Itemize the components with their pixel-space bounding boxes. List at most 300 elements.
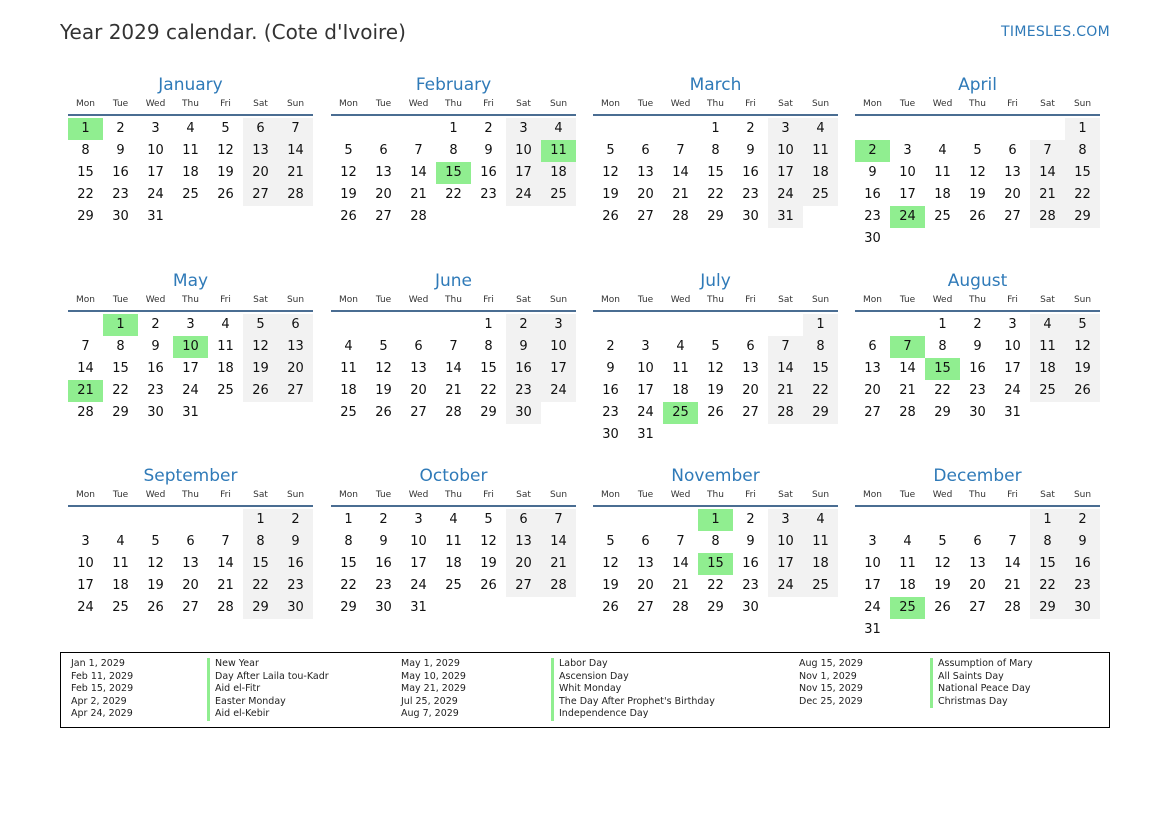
day-cell[interactable]: 1: [1065, 118, 1100, 140]
day-cell[interactable]: 30: [742, 600, 759, 615]
day-cell[interactable]: 15: [803, 358, 838, 380]
day-cell[interactable]: 6: [379, 143, 388, 158]
day-cell[interactable]: 21: [768, 380, 803, 402]
day-cell[interactable]: 11: [217, 339, 234, 354]
day-cell[interactable]: 6: [243, 118, 278, 140]
day-cell[interactable]: 7: [1008, 534, 1017, 549]
day-cell[interactable]: 17: [768, 162, 803, 184]
day-cell[interactable]: 24: [768, 575, 803, 597]
day-cell[interactable]: 1: [711, 121, 720, 136]
day-cell[interactable]: 15: [112, 361, 129, 376]
day-cell[interactable]: 12: [707, 361, 724, 376]
day-cell[interactable]: 2: [606, 339, 615, 354]
day-cell[interactable]: 27: [637, 600, 654, 615]
day-cell[interactable]: 22: [77, 187, 94, 202]
holiday-day-cell[interactable]: 15: [925, 358, 960, 380]
day-cell[interactable]: 20: [742, 383, 759, 398]
holiday-day-cell[interactable]: 1: [103, 314, 138, 336]
day-cell[interactable]: 17: [77, 578, 94, 593]
day-cell[interactable]: 26: [480, 578, 497, 593]
day-cell[interactable]: 26: [340, 209, 357, 224]
day-cell[interactable]: 26: [217, 187, 234, 202]
day-cell[interactable]: 28: [899, 405, 916, 420]
day-cell[interactable]: 7: [414, 143, 423, 158]
day-cell[interactable]: 27: [410, 405, 427, 420]
day-cell[interactable]: 8: [803, 336, 838, 358]
holiday-day-cell[interactable]: 1: [698, 509, 733, 531]
day-cell[interactable]: 31: [637, 427, 654, 442]
day-cell[interactable]: 17: [410, 556, 427, 571]
day-cell[interactable]: 19: [969, 187, 986, 202]
day-cell[interactable]: 7: [541, 509, 576, 531]
day-cell[interactable]: 29: [707, 209, 724, 224]
day-cell[interactable]: 17: [506, 162, 541, 184]
day-cell[interactable]: 28: [672, 600, 689, 615]
day-cell[interactable]: 23: [602, 405, 619, 420]
day-cell[interactable]: 16: [112, 165, 129, 180]
day-cell[interactable]: 6: [868, 339, 877, 354]
day-cell[interactable]: 18: [1030, 358, 1065, 380]
day-cell[interactable]: 11: [340, 361, 357, 376]
holiday-day-cell[interactable]: 25: [663, 402, 698, 424]
day-cell[interactable]: 3: [186, 317, 195, 332]
day-cell[interactable]: 10: [506, 140, 541, 162]
day-cell[interactable]: 12: [375, 361, 392, 376]
day-cell[interactable]: 25: [445, 578, 462, 593]
day-cell[interactable]: 23: [480, 187, 497, 202]
day-cell[interactable]: 22: [934, 383, 951, 398]
day-cell[interactable]: 13: [864, 361, 881, 376]
day-cell[interactable]: 29: [112, 405, 129, 420]
day-cell[interactable]: 30: [506, 402, 541, 424]
day-cell[interactable]: 10: [410, 534, 427, 549]
day-cell[interactable]: 18: [899, 578, 916, 593]
day-cell[interactable]: 22: [1030, 575, 1065, 597]
day-cell[interactable]: 7: [768, 336, 803, 358]
day-cell[interactable]: 12: [969, 165, 986, 180]
day-cell[interactable]: 24: [541, 380, 576, 402]
day-cell[interactable]: 17: [864, 578, 881, 593]
day-cell[interactable]: 26: [934, 600, 951, 615]
day-cell[interactable]: 24: [182, 383, 199, 398]
day-cell[interactable]: 29: [340, 600, 357, 615]
day-cell[interactable]: 14: [899, 361, 916, 376]
day-cell[interactable]: 10: [541, 336, 576, 358]
day-cell[interactable]: 26: [707, 405, 724, 420]
day-cell[interactable]: 13: [278, 336, 313, 358]
day-cell[interactable]: 4: [803, 509, 838, 531]
day-cell[interactable]: 16: [278, 553, 313, 575]
day-cell[interactable]: 9: [278, 531, 313, 553]
day-cell[interactable]: 22: [707, 578, 724, 593]
day-cell[interactable]: 21: [445, 383, 462, 398]
day-cell[interactable]: 3: [81, 534, 90, 549]
day-cell[interactable]: 6: [973, 534, 982, 549]
day-cell[interactable]: 7: [221, 534, 230, 549]
day-cell[interactable]: 2: [1065, 509, 1100, 531]
day-cell[interactable]: 15: [1065, 162, 1100, 184]
day-cell[interactable]: 23: [864, 209, 881, 224]
day-cell[interactable]: 20: [410, 383, 427, 398]
day-cell[interactable]: 24: [147, 187, 164, 202]
day-cell[interactable]: 6: [278, 314, 313, 336]
day-cell[interactable]: 27: [278, 380, 313, 402]
day-cell[interactable]: 14: [1004, 556, 1021, 571]
day-cell[interactable]: 12: [602, 556, 619, 571]
day-cell[interactable]: 14: [672, 165, 689, 180]
day-cell[interactable]: 24: [506, 184, 541, 206]
day-cell[interactable]: 8: [243, 531, 278, 553]
day-cell[interactable]: 19: [602, 187, 619, 202]
holiday-day-cell[interactable]: 1: [68, 118, 103, 140]
day-cell[interactable]: 3: [903, 143, 912, 158]
day-cell[interactable]: 20: [864, 383, 881, 398]
day-cell[interactable]: 10: [768, 531, 803, 553]
day-cell[interactable]: 22: [707, 187, 724, 202]
day-cell[interactable]: 29: [1065, 206, 1100, 228]
day-cell[interactable]: 22: [340, 578, 357, 593]
day-cell[interactable]: 20: [1004, 187, 1021, 202]
day-cell[interactable]: 23: [506, 380, 541, 402]
day-cell[interactable]: 9: [746, 534, 755, 549]
day-cell[interactable]: 12: [147, 556, 164, 571]
day-cell[interactable]: 2: [973, 317, 982, 332]
day-cell[interactable]: 25: [803, 575, 838, 597]
day-cell[interactable]: 30: [375, 600, 392, 615]
day-cell[interactable]: 15: [340, 556, 357, 571]
day-cell[interactable]: 22: [480, 383, 497, 398]
day-cell[interactable]: 17: [541, 358, 576, 380]
day-cell[interactable]: 14: [1030, 162, 1065, 184]
day-cell[interactable]: 5: [221, 121, 230, 136]
day-cell[interactable]: 24: [1004, 383, 1021, 398]
day-cell[interactable]: 25: [934, 209, 951, 224]
holiday-day-cell[interactable]: 10: [173, 336, 208, 358]
day-cell[interactable]: 16: [375, 556, 392, 571]
day-cell[interactable]: 13: [637, 556, 654, 571]
day-cell[interactable]: 13: [243, 140, 278, 162]
day-cell[interactable]: 18: [445, 556, 462, 571]
day-cell[interactable]: 19: [147, 578, 164, 593]
day-cell[interactable]: 6: [746, 339, 755, 354]
day-cell[interactable]: 6: [641, 534, 650, 549]
day-cell[interactable]: 6: [1008, 143, 1017, 158]
day-cell[interactable]: 11: [803, 140, 838, 162]
day-cell[interactable]: 9: [1065, 531, 1100, 553]
day-cell[interactable]: 17: [899, 187, 916, 202]
brand-link[interactable]: TIMESLES.COM: [1001, 24, 1110, 40]
day-cell[interactable]: 5: [151, 534, 160, 549]
day-cell[interactable]: 17: [1004, 361, 1021, 376]
day-cell[interactable]: 14: [278, 140, 313, 162]
day-cell[interactable]: 31: [1004, 405, 1021, 420]
day-cell[interactable]: 24: [637, 405, 654, 420]
day-cell[interactable]: 1: [243, 509, 278, 531]
day-cell[interactable]: 29: [934, 405, 951, 420]
day-cell[interactable]: 10: [147, 143, 164, 158]
day-cell[interactable]: 18: [541, 162, 576, 184]
day-cell[interactable]: 7: [676, 143, 685, 158]
day-cell[interactable]: 30: [147, 405, 164, 420]
day-cell[interactable]: 27: [742, 405, 759, 420]
day-cell[interactable]: 19: [602, 578, 619, 593]
day-cell[interactable]: 1: [344, 512, 353, 527]
day-cell[interactable]: 3: [641, 339, 650, 354]
day-cell[interactable]: 11: [112, 556, 129, 571]
day-cell[interactable]: 23: [1065, 575, 1100, 597]
day-cell[interactable]: 3: [1008, 317, 1017, 332]
day-cell[interactable]: 29: [77, 209, 94, 224]
day-cell[interactable]: 11: [182, 143, 199, 158]
day-cell[interactable]: 18: [112, 578, 129, 593]
day-cell[interactable]: 4: [186, 121, 195, 136]
day-cell[interactable]: 31: [410, 600, 427, 615]
day-cell[interactable]: 10: [637, 361, 654, 376]
day-cell[interactable]: 26: [1065, 380, 1100, 402]
day-cell[interactable]: 8: [1065, 140, 1100, 162]
day-cell[interactable]: 19: [1065, 358, 1100, 380]
day-cell[interactable]: 8: [344, 534, 353, 549]
day-cell[interactable]: 13: [969, 556, 986, 571]
day-cell[interactable]: 16: [742, 165, 759, 180]
day-cell[interactable]: 25: [1030, 380, 1065, 402]
day-cell[interactable]: 11: [445, 534, 462, 549]
holiday-day-cell[interactable]: 2: [855, 140, 890, 162]
day-cell[interactable]: 7: [278, 118, 313, 140]
day-cell[interactable]: 23: [147, 383, 164, 398]
day-cell[interactable]: 5: [344, 143, 353, 158]
day-cell[interactable]: 19: [375, 383, 392, 398]
day-cell[interactable]: 10: [864, 556, 881, 571]
day-cell[interactable]: 6: [506, 509, 541, 531]
day-cell[interactable]: 9: [151, 339, 160, 354]
day-cell[interactable]: 12: [243, 336, 278, 358]
day-cell[interactable]: 1: [803, 314, 838, 336]
day-cell[interactable]: 23: [742, 187, 759, 202]
day-cell[interactable]: 10: [768, 140, 803, 162]
day-cell[interactable]: 25: [340, 405, 357, 420]
day-cell[interactable]: 17: [147, 165, 164, 180]
day-cell[interactable]: 18: [934, 187, 951, 202]
day-cell[interactable]: 27: [243, 184, 278, 206]
day-cell[interactable]: 29: [707, 600, 724, 615]
day-cell[interactable]: 21: [1004, 578, 1021, 593]
day-cell[interactable]: 19: [340, 187, 357, 202]
day-cell[interactable]: 28: [1030, 206, 1065, 228]
day-cell[interactable]: 25: [541, 184, 576, 206]
day-cell[interactable]: 9: [868, 165, 877, 180]
day-cell[interactable]: 18: [672, 383, 689, 398]
day-cell[interactable]: 5: [484, 512, 493, 527]
day-cell[interactable]: 30: [864, 231, 881, 246]
day-cell[interactable]: 3: [506, 118, 541, 140]
day-cell[interactable]: 22: [1065, 184, 1100, 206]
day-cell[interactable]: 19: [243, 358, 278, 380]
day-cell[interactable]: 20: [182, 578, 199, 593]
day-cell[interactable]: 2: [506, 314, 541, 336]
holiday-day-cell[interactable]: 25: [890, 597, 925, 619]
day-cell[interactable]: 12: [934, 556, 951, 571]
day-cell[interactable]: 27: [637, 209, 654, 224]
day-cell[interactable]: 4: [803, 118, 838, 140]
day-cell[interactable]: 26: [602, 209, 619, 224]
day-cell[interactable]: 5: [1065, 314, 1100, 336]
day-cell[interactable]: 15: [480, 361, 497, 376]
day-cell[interactable]: 31: [147, 209, 164, 224]
day-cell[interactable]: 18: [803, 162, 838, 184]
day-cell[interactable]: 2: [151, 317, 160, 332]
day-cell[interactable]: 4: [449, 512, 458, 527]
day-cell[interactable]: 23: [969, 383, 986, 398]
day-cell[interactable]: 13: [375, 165, 392, 180]
day-cell[interactable]: 31: [768, 206, 803, 228]
day-cell[interactable]: 11: [672, 361, 689, 376]
day-cell[interactable]: 12: [480, 534, 497, 549]
day-cell[interactable]: 27: [506, 575, 541, 597]
day-cell[interactable]: 2: [379, 512, 388, 527]
day-cell[interactable]: 7: [81, 339, 90, 354]
day-cell[interactable]: 29: [803, 402, 838, 424]
day-cell[interactable]: 28: [217, 600, 234, 615]
day-cell[interactable]: 4: [344, 339, 353, 354]
day-cell[interactable]: 7: [449, 339, 458, 354]
day-cell[interactable]: 20: [637, 187, 654, 202]
day-cell[interactable]: 13: [742, 361, 759, 376]
day-cell[interactable]: 7: [1030, 140, 1065, 162]
day-cell[interactable]: 4: [541, 118, 576, 140]
day-cell[interactable]: 18: [217, 361, 234, 376]
day-cell[interactable]: 25: [803, 184, 838, 206]
day-cell[interactable]: 5: [606, 534, 615, 549]
day-cell[interactable]: 14: [768, 358, 803, 380]
day-cell[interactable]: 19: [934, 578, 951, 593]
day-cell[interactable]: 21: [672, 187, 689, 202]
day-cell[interactable]: 8: [1030, 531, 1065, 553]
day-cell[interactable]: 30: [602, 427, 619, 442]
day-cell[interactable]: 16: [742, 556, 759, 571]
day-cell[interactable]: 26: [243, 380, 278, 402]
day-cell[interactable]: 1: [1030, 509, 1065, 531]
day-cell[interactable]: 16: [864, 187, 881, 202]
day-cell[interactable]: 20: [637, 578, 654, 593]
day-cell[interactable]: 25: [182, 187, 199, 202]
day-cell[interactable]: 20: [969, 578, 986, 593]
day-cell[interactable]: 8: [116, 339, 125, 354]
day-cell[interactable]: 9: [379, 534, 388, 549]
day-cell[interactable]: 23: [278, 575, 313, 597]
day-cell[interactable]: 26: [147, 600, 164, 615]
day-cell[interactable]: 9: [484, 143, 493, 158]
day-cell[interactable]: 28: [768, 402, 803, 424]
day-cell[interactable]: 20: [506, 553, 541, 575]
day-cell[interactable]: 24: [77, 600, 94, 615]
day-cell[interactable]: 30: [112, 209, 129, 224]
day-cell[interactable]: 11: [803, 531, 838, 553]
day-cell[interactable]: 3: [541, 314, 576, 336]
holiday-day-cell[interactable]: 11: [541, 140, 576, 162]
day-cell[interactable]: 17: [768, 553, 803, 575]
day-cell[interactable]: 8: [81, 143, 90, 158]
day-cell[interactable]: 10: [899, 165, 916, 180]
day-cell[interactable]: 1: [938, 317, 947, 332]
day-cell[interactable]: 23: [742, 578, 759, 593]
holiday-day-cell[interactable]: 7: [890, 336, 925, 358]
day-cell[interactable]: 4: [676, 339, 685, 354]
day-cell[interactable]: 7: [676, 534, 685, 549]
day-cell[interactable]: 1: [449, 121, 458, 136]
day-cell[interactable]: 15: [707, 165, 724, 180]
day-cell[interactable]: 27: [182, 600, 199, 615]
day-cell[interactable]: 8: [449, 143, 458, 158]
day-cell[interactable]: 3: [414, 512, 423, 527]
day-cell[interactable]: 29: [480, 405, 497, 420]
day-cell[interactable]: 16: [147, 361, 164, 376]
day-cell[interactable]: 20: [375, 187, 392, 202]
day-cell[interactable]: 4: [221, 317, 230, 332]
day-cell[interactable]: 28: [445, 405, 462, 420]
day-cell[interactable]: 23: [112, 187, 129, 202]
day-cell[interactable]: 13: [410, 361, 427, 376]
day-cell[interactable]: 12: [1065, 336, 1100, 358]
day-cell[interactable]: 10: [77, 556, 94, 571]
day-cell[interactable]: 5: [606, 143, 615, 158]
day-cell[interactable]: 25: [217, 383, 234, 398]
day-cell[interactable]: 11: [1030, 336, 1065, 358]
day-cell[interactable]: 27: [1004, 209, 1021, 224]
day-cell[interactable]: 28: [672, 209, 689, 224]
day-cell[interactable]: 3: [768, 509, 803, 531]
day-cell[interactable]: 13: [182, 556, 199, 571]
day-cell[interactable]: 4: [938, 143, 947, 158]
day-cell[interactable]: 2: [746, 121, 755, 136]
day-cell[interactable]: 20: [278, 358, 313, 380]
day-cell[interactable]: 10: [1004, 339, 1021, 354]
day-cell[interactable]: 22: [445, 187, 462, 202]
day-cell[interactable]: 22: [112, 383, 129, 398]
day-cell[interactable]: 21: [1030, 184, 1065, 206]
holiday-day-cell[interactable]: 21: [68, 380, 103, 402]
day-cell[interactable]: 15: [77, 165, 94, 180]
day-cell[interactable]: 9: [116, 143, 125, 158]
day-cell[interactable]: 26: [602, 600, 619, 615]
day-cell[interactable]: 16: [506, 358, 541, 380]
day-cell[interactable]: 18: [803, 553, 838, 575]
day-cell[interactable]: 2: [484, 121, 493, 136]
day-cell[interactable]: 16: [969, 361, 986, 376]
day-cell[interactable]: 17: [182, 361, 199, 376]
day-cell[interactable]: 19: [480, 556, 497, 571]
day-cell[interactable]: 5: [711, 339, 720, 354]
day-cell[interactable]: 22: [803, 380, 838, 402]
day-cell[interactable]: 3: [151, 121, 160, 136]
day-cell[interactable]: 20: [243, 162, 278, 184]
day-cell[interactable]: 28: [1004, 600, 1021, 615]
day-cell[interactable]: 26: [375, 405, 392, 420]
day-cell[interactable]: 15: [1030, 553, 1065, 575]
day-cell[interactable]: 2: [278, 509, 313, 531]
day-cell[interactable]: 21: [672, 578, 689, 593]
day-cell[interactable]: 24: [768, 184, 803, 206]
day-cell[interactable]: 29: [243, 597, 278, 619]
day-cell[interactable]: 2: [746, 512, 755, 527]
day-cell[interactable]: 19: [217, 165, 234, 180]
day-cell[interactable]: 30: [969, 405, 986, 420]
day-cell[interactable]: 9: [973, 339, 982, 354]
day-cell[interactable]: 12: [217, 143, 234, 158]
day-cell[interactable]: 14: [410, 165, 427, 180]
day-cell[interactable]: 5: [973, 143, 982, 158]
day-cell[interactable]: 28: [278, 184, 313, 206]
